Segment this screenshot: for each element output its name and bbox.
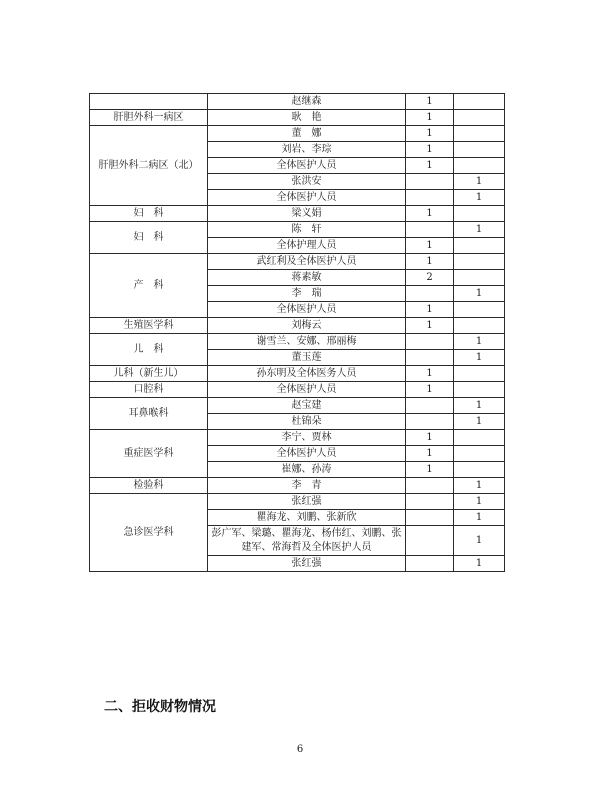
count-cell-2 <box>454 302 505 318</box>
person-cell: 瞿海龙、刘鹏、张新欣 <box>208 510 406 526</box>
count-cell-2 <box>454 366 505 382</box>
table-row <box>90 318 505 334</box>
person-cell: 蒋素敏 <box>208 270 406 286</box>
person-cell: 全体医护人员 <box>208 382 406 398</box>
person-cell: 李 瑞 <box>208 286 406 302</box>
count-cell-1 <box>406 174 454 190</box>
department-cell: 肝胆外科二病区（北） <box>90 126 208 206</box>
table-row <box>90 478 505 494</box>
person-cell: 崔娜、孙涛 <box>208 462 406 478</box>
person-cell: 赵继森 <box>208 94 406 110</box>
count-cell-2: 1 <box>454 334 505 350</box>
count-cell-1: 1 <box>406 430 454 446</box>
department-cell: 产 科 <box>90 254 208 318</box>
department-cell: 生殖医学科 <box>90 318 208 334</box>
count-cell-2: 1 <box>454 478 505 494</box>
count-cell-1 <box>406 478 454 494</box>
count-cell-1: 1 <box>406 446 454 462</box>
count-cell-2 <box>454 318 505 334</box>
section-heading: 二、拒收财物情况 <box>104 699 216 715</box>
person-cell: 全体医护人员 <box>208 190 406 206</box>
count-cell-2: 1 <box>454 556 505 572</box>
count-cell-1: 1 <box>406 302 454 318</box>
count-cell-2: 1 <box>454 350 505 366</box>
count-cell-1: 1 <box>406 94 454 110</box>
count-cell-2 <box>454 254 505 270</box>
count-cell-2 <box>454 462 505 478</box>
person-cell: 全体医护人员 <box>208 446 406 462</box>
department-cell: 儿 科 <box>90 334 208 366</box>
table-row <box>90 222 505 238</box>
department-cell: 急诊医学科 <box>90 494 208 572</box>
person-cell: 全体医护人员 <box>208 302 406 318</box>
table-row <box>90 398 505 414</box>
count-cell-1: 1 <box>406 142 454 158</box>
department-cell: 重症医学科 <box>90 430 208 478</box>
department-cell <box>90 94 208 110</box>
person-cell: 董 娜 <box>208 126 406 142</box>
count-cell-2 <box>454 382 505 398</box>
count-cell-1 <box>406 190 454 206</box>
count-cell-1: 2 <box>406 270 454 286</box>
count-cell-2 <box>454 110 505 126</box>
count-cell-1 <box>406 556 454 572</box>
person-cell: 李宁、贾林 <box>208 430 406 446</box>
count-cell-1 <box>406 398 454 414</box>
count-cell-1: 1 <box>406 254 454 270</box>
person-cell: 李 青 <box>208 478 406 494</box>
count-cell-1: 1 <box>406 462 454 478</box>
count-cell-1: 1 <box>406 238 454 254</box>
table-row <box>90 334 505 350</box>
count-cell-2: 1 <box>454 510 505 526</box>
department-cell: 检验科 <box>90 478 208 494</box>
table-row <box>90 254 505 270</box>
count-cell-1: 1 <box>406 382 454 398</box>
count-cell-2: 1 <box>454 398 505 414</box>
person-cell: 陈 轩 <box>208 222 406 238</box>
count-cell-2 <box>454 270 505 286</box>
table-row <box>90 94 505 110</box>
count-cell-1 <box>406 526 454 556</box>
commendation-table <box>89 93 505 572</box>
count-cell-1: 1 <box>406 206 454 222</box>
count-cell-1: 1 <box>406 126 454 142</box>
person-cell: 彭广军、梁璐、瞿海龙、杨伟红、刘鹏、张建军、常海哲及全体医护人员 <box>208 526 406 556</box>
count-cell-1 <box>406 494 454 510</box>
count-cell-1 <box>406 510 454 526</box>
count-cell-1 <box>406 222 454 238</box>
count-cell-1: 1 <box>406 110 454 126</box>
count-cell-2: 1 <box>454 526 505 556</box>
department-cell: 口腔科 <box>90 382 208 398</box>
department-cell: 肝胆外科一病区 <box>90 110 208 126</box>
count-cell-2: 1 <box>454 190 505 206</box>
table-row <box>90 366 505 382</box>
table-row <box>90 110 505 126</box>
count-cell-2 <box>454 158 505 174</box>
count-cell-1 <box>406 350 454 366</box>
count-cell-2: 1 <box>454 222 505 238</box>
count-cell-1: 1 <box>406 318 454 334</box>
person-cell: 董玉莲 <box>208 350 406 366</box>
table-row <box>90 494 505 510</box>
person-cell: 张红强 <box>208 494 406 510</box>
count-cell-2: 1 <box>454 414 505 430</box>
person-cell: 全体护理人员 <box>208 238 406 254</box>
count-cell-1 <box>406 334 454 350</box>
count-cell-2: 1 <box>454 494 505 510</box>
person-cell: 张红强 <box>208 556 406 572</box>
person-cell: 赵宝建 <box>208 398 406 414</box>
table-row <box>90 126 505 142</box>
count-cell-1: 1 <box>406 158 454 174</box>
table-row <box>90 430 505 446</box>
count-cell-2 <box>454 142 505 158</box>
department-cell: 妇 科 <box>90 206 208 222</box>
table-row <box>90 382 505 398</box>
person-cell: 梁义娟 <box>208 206 406 222</box>
person-cell: 杜锦朵 <box>208 414 406 430</box>
department-cell: 儿科（新生儿） <box>90 366 208 382</box>
count-cell-2 <box>454 94 505 110</box>
count-cell-1 <box>406 286 454 302</box>
person-cell: 耿 艳 <box>208 110 406 126</box>
person-cell: 谢雪兰、安娜、邢丽梅 <box>208 334 406 350</box>
person-cell: 武红利及全体医护人员 <box>208 254 406 270</box>
count-cell-2: 1 <box>454 174 505 190</box>
count-cell-2 <box>454 238 505 254</box>
table-row <box>90 206 505 222</box>
page-number: 6 <box>296 744 304 755</box>
person-cell: 全体医护人员 <box>208 158 406 174</box>
count-cell-2 <box>454 446 505 462</box>
person-cell: 刘梅云 <box>208 318 406 334</box>
count-cell-2 <box>454 206 505 222</box>
count-cell-2: 1 <box>454 286 505 302</box>
person-cell: 张洪安 <box>208 174 406 190</box>
person-cell: 孙东明及全体医务人员 <box>208 366 406 382</box>
count-cell-2 <box>454 126 505 142</box>
department-cell: 耳鼻喉科 <box>90 398 208 430</box>
count-cell-1 <box>406 414 454 430</box>
department-cell: 妇 科 <box>90 222 208 254</box>
count-cell-2 <box>454 430 505 446</box>
person-cell: 刘岩、李琮 <box>208 142 406 158</box>
count-cell-1: 1 <box>406 366 454 382</box>
